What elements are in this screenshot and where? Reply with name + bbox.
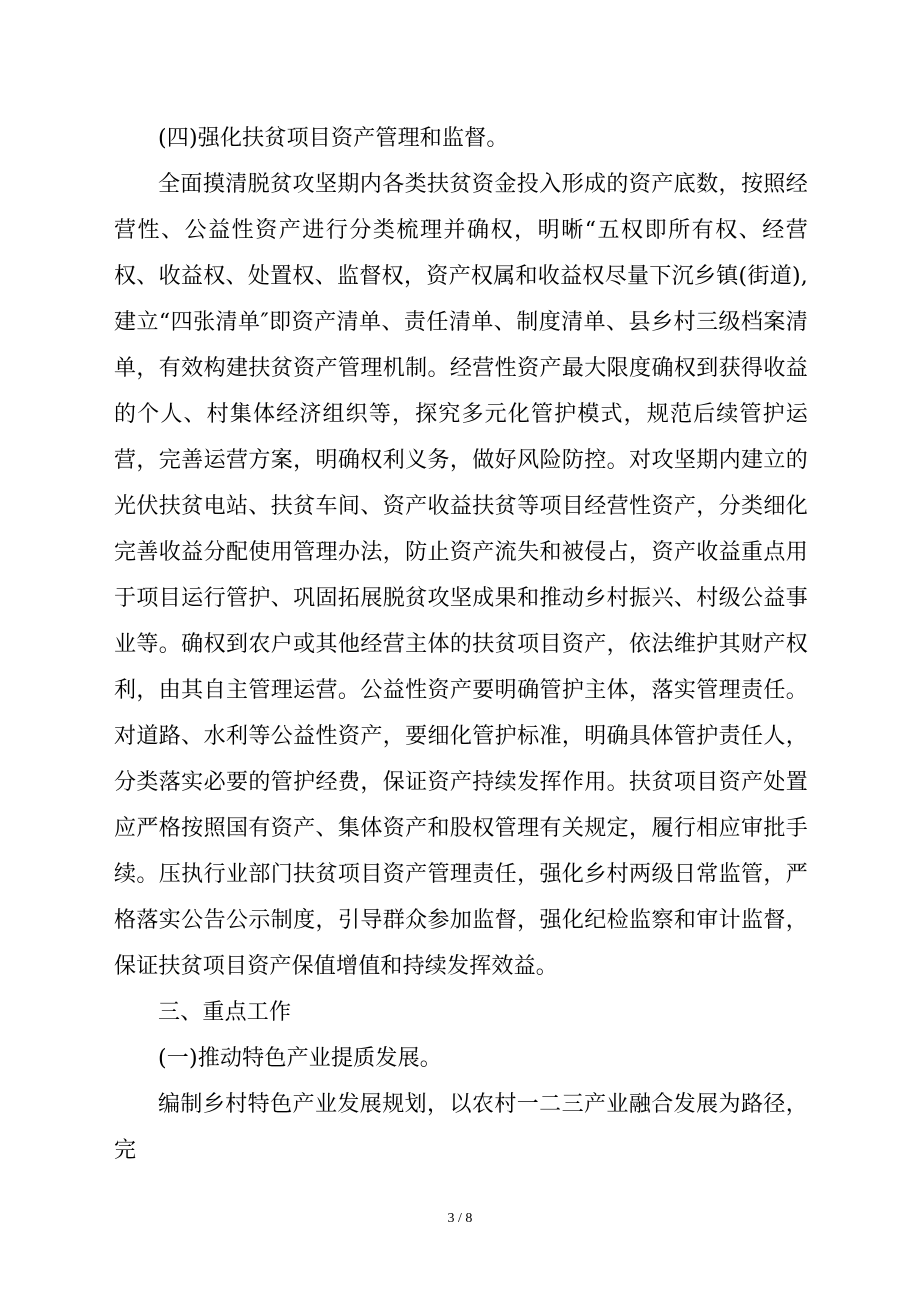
document-body	[114, 116, 808, 1174]
section-4-heading: (四)强化扶贫项目资产管理和监督。	[158, 126, 509, 151]
page-number: 3 / 8	[447, 1211, 473, 1226]
section-4-body-paragraph: 全面摸清脱贫攻坚期内各类扶贫资金投入形成的资产底数，按照经营性、公益性资产进行分类梳理并确权，明晰“五权即所有权、经营权、收益权、处置权、监督权，资产权属和收益权尽量下沉乡镇(街道),建立“四张清单″即资产清单、责任清单、制度清单、县乡村三级档案清单，有效构建扶贫资产管理机制。经营性资产最大限度确权到获得收益的个人、村集体经济组织等，探究多元化管护模式，规范后续管护运营，完善运营方案，明确权利义务，做好风险防控。对攻坚期内建立的光伏扶贫电站、扶贫车间、资产收益扶贫等项目经营性资产，分类细化完善收益分配使用管理办法，防止资产流失和被侵占，资产收益重点用于项目运行管护、巩固拓展脱贫攻坚成果和推动乡村振兴、村级公益事业等。确权到农户或其他经营主体的扶贫项目资产，依法维护其财产权利，由其自主管理运营。公益性资产要明确管护主体，落实管理责任。对道路、水利等公益性资产，要细化管护标准，明确具体管护责任人，分类落实必要的管护经费，保证资产持续发挥作用。扶贫项目资产处置应严格按照国有资产、集体资产和股权管理有关规定，履行相应审批手续。压执行业部门扶贫项目资产管理责任，强化乡村两级日常监管，严格落实公告公示制度，引导群众参加监督，强化纪检监察和审计监督，保证扶贫项目资产保值增值和持续发挥效益。	[114, 172, 808, 979]
section-1-heading: (一)推动特色产业提质发展。	[158, 1046, 442, 1071]
section-1-body-paragraph: 编制乡村特色产业发展规划，以农村一二三产业融合发展为路径，完	[114, 1092, 808, 1163]
part-3-heading: 三、重点工作	[158, 1000, 292, 1025]
